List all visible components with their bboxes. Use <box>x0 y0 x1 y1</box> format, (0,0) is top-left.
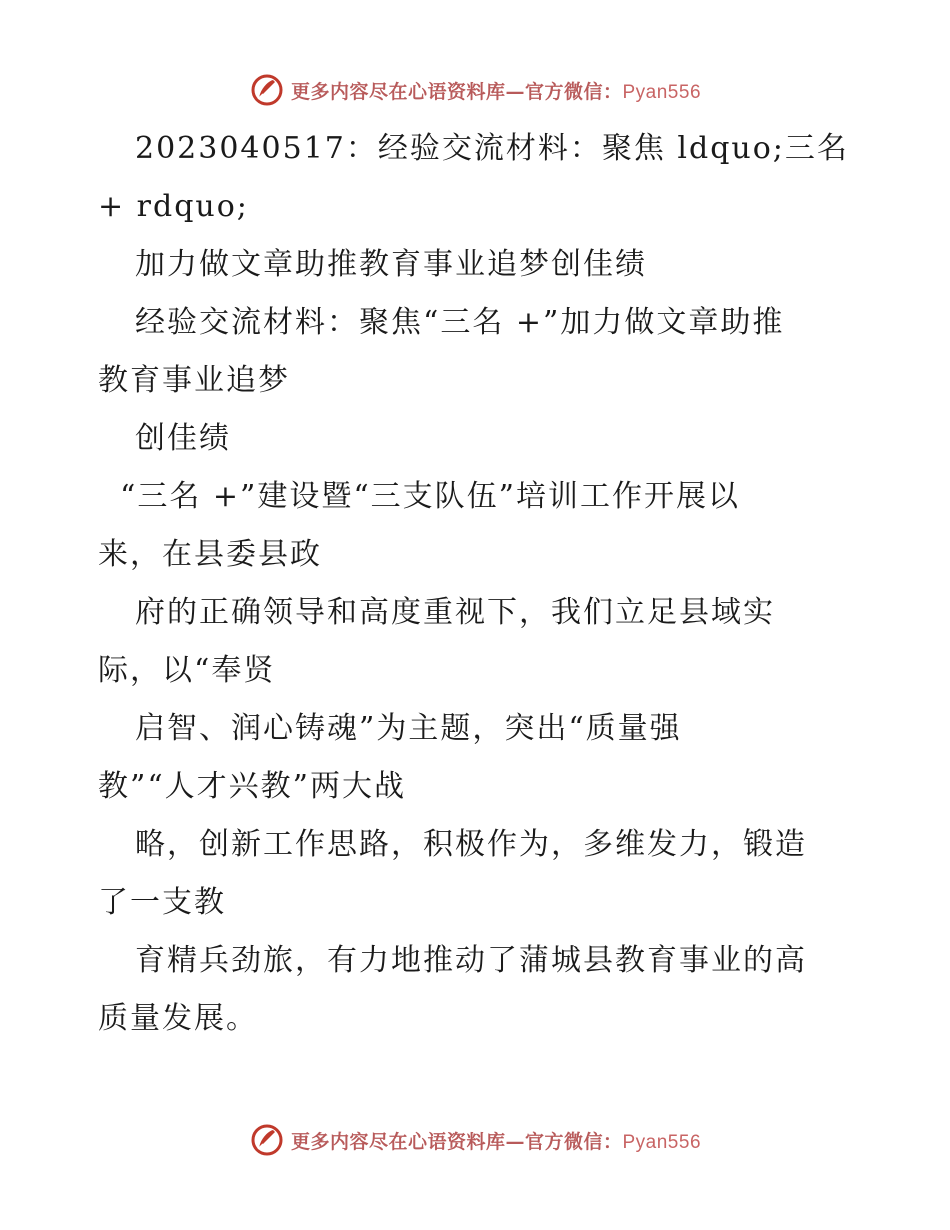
quill-logo-icon <box>249 1122 285 1158</box>
text-line: 创佳绩 <box>135 421 231 456</box>
text-line: 际，以“奉贤 <box>98 653 276 688</box>
text-line: 府的正确领导和高度重视下，我们立足县域实 <box>135 595 775 630</box>
text-line: 教”“人才兴教”两大战 <box>98 769 407 804</box>
text-line: 教育事业追梦 <box>98 363 290 398</box>
header-watermark <box>0 70 950 110</box>
footer-watermark <box>0 1120 950 1160</box>
document-body <box>98 120 858 1048</box>
text-line: 育精兵劲旅，有力地推动了蒲城县教育事业的高 <box>135 943 807 978</box>
text-line: 经验交流材料：聚焦“三名 +”加力做文章助推 <box>135 305 785 340</box>
text-line: 加力做文章助推教育事业追梦创佳绩 <box>135 247 647 282</box>
watermark-label: 更多内容尽在心语资料库—官方微信： <box>290 80 623 103</box>
text-line: 略，创新工作思路，积极作为，多维发力，锻造 <box>135 827 807 862</box>
text-line: 2023040517：经验交流材料：聚焦 ldquo;三名 <box>135 131 849 166</box>
watermark-label: 更多内容尽在心语资料库—官方微信： <box>290 1130 623 1153</box>
text-line: 启智、润心铸魂”为主题，突出“质量强 <box>135 711 682 746</box>
watermark-text <box>291 1127 701 1154</box>
watermark-brand: Pyan556 <box>622 1131 702 1153</box>
watermark-text <box>291 77 701 104</box>
text-line: “三名 +”建设暨“三支队伍”培训工作开展以 <box>120 479 741 514</box>
text-line: 了一支教 <box>98 885 226 920</box>
text-line: 质量发展。 <box>98 1001 258 1036</box>
text-line: 来，在县委县政 <box>98 537 322 572</box>
quill-logo-icon <box>249 72 285 108</box>
watermark-brand: Pyan556 <box>622 81 702 103</box>
text-line: + rdquo; <box>98 189 249 224</box>
